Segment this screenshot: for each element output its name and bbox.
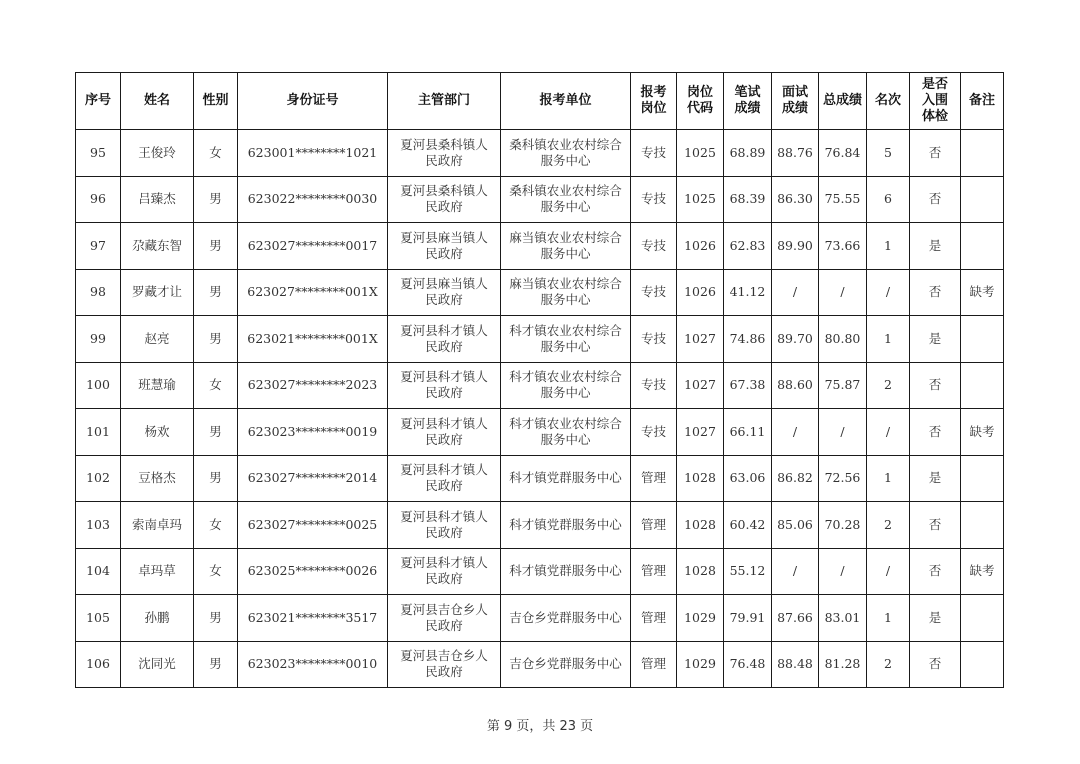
cell-name: 罗藏才让 <box>121 269 194 316</box>
cell-name: 沈同光 <box>121 641 194 688</box>
column-header: 主管部门 <box>388 73 501 130</box>
cell-written-score: 66.11 <box>724 409 772 456</box>
column-header: 是否 入围 体检 <box>910 73 961 130</box>
cell-post: 管理 <box>631 595 677 642</box>
cell-id-number: 623027********2014 <box>238 455 388 502</box>
cell-post: 管理 <box>631 641 677 688</box>
cell-note <box>961 502 1004 549</box>
column-header: 备注 <box>961 73 1004 130</box>
cell-name: 班慧瑜 <box>121 362 194 409</box>
cell-rank: 2 <box>867 502 910 549</box>
cell-interview-score: 85.06 <box>772 502 819 549</box>
cell-gender: 女 <box>194 362 238 409</box>
column-header: 笔试 成绩 <box>724 73 772 130</box>
cell-physical-exam: 否 <box>910 176 961 223</box>
cell-rank: 6 <box>867 176 910 223</box>
cell-unit: 吉仓乡党群服务中心 <box>501 595 631 642</box>
cell-physical-exam: 否 <box>910 362 961 409</box>
cell-rank: / <box>867 269 910 316</box>
table-row <box>76 502 1004 549</box>
table-row <box>76 548 1004 595</box>
cell-department: 夏河县科才镇人 民政府 <box>388 362 501 409</box>
cell-department: 夏河县科才镇人 民政府 <box>388 455 501 502</box>
cell-total-score: 81.28 <box>819 641 867 688</box>
cell-department: 夏河县桑科镇人 民政府 <box>388 130 501 177</box>
column-header: 总成绩 <box>819 73 867 130</box>
cell-rank: 1 <box>867 223 910 270</box>
cell-serial: 105 <box>76 595 121 642</box>
cell-total-score: 76.84 <box>819 130 867 177</box>
cell-interview-score: 86.82 <box>772 455 819 502</box>
cell-total-score: 75.55 <box>819 176 867 223</box>
cell-unit: 吉仓乡党群服务中心 <box>501 641 631 688</box>
cell-post-code: 1027 <box>677 316 724 363</box>
cell-id-number: 623027********2023 <box>238 362 388 409</box>
cell-serial: 100 <box>76 362 121 409</box>
cell-post-code: 1028 <box>677 502 724 549</box>
cell-physical-exam: 否 <box>910 130 961 177</box>
cell-physical-exam: 否 <box>910 548 961 595</box>
cell-unit: 麻当镇农业农村综合 服务中心 <box>501 223 631 270</box>
cell-unit: 科才镇农业农村综合 服务中心 <box>501 409 631 456</box>
cell-id-number: 623027********0025 <box>238 502 388 549</box>
table-row <box>76 362 1004 409</box>
cell-physical-exam: 是 <box>910 316 961 363</box>
cell-gender: 男 <box>194 269 238 316</box>
header-row <box>76 73 1004 130</box>
cell-note: 缺考 <box>961 548 1004 595</box>
cell-gender: 男 <box>194 409 238 456</box>
column-header: 面试 成绩 <box>772 73 819 130</box>
cell-department: 夏河县吉仓乡人 民政府 <box>388 595 501 642</box>
column-header: 性别 <box>194 73 238 130</box>
cell-interview-score: / <box>772 409 819 456</box>
cell-unit: 科才镇党群服务中心 <box>501 455 631 502</box>
cell-total-score: / <box>819 269 867 316</box>
cell-rank: 2 <box>867 362 910 409</box>
cell-note <box>961 223 1004 270</box>
cell-name: 卓玛草 <box>121 548 194 595</box>
table-body <box>76 130 1004 688</box>
cell-physical-exam: 否 <box>910 502 961 549</box>
cell-note <box>961 316 1004 363</box>
cell-unit: 科才镇农业农村综合 服务中心 <box>501 316 631 363</box>
cell-serial: 96 <box>76 176 121 223</box>
cell-note: 缺考 <box>961 409 1004 456</box>
cell-name: 吕臻杰 <box>121 176 194 223</box>
column-header: 报考 岗位 <box>631 73 677 130</box>
cell-unit: 桑科镇农业农村综合 服务中心 <box>501 130 631 177</box>
table-row <box>76 641 1004 688</box>
cell-id-number: 623021********001X <box>238 316 388 363</box>
cell-name: 王俊玲 <box>121 130 194 177</box>
cell-department: 夏河县麻当镇人 民政府 <box>388 269 501 316</box>
cell-physical-exam: 是 <box>910 455 961 502</box>
cell-post: 专技 <box>631 269 677 316</box>
cell-post: 专技 <box>631 223 677 270</box>
column-header: 序号 <box>76 73 121 130</box>
cell-interview-score: 86.30 <box>772 176 819 223</box>
table-row <box>76 595 1004 642</box>
cell-rank: 1 <box>867 595 910 642</box>
cell-interview-score: 87.66 <box>772 595 819 642</box>
cell-interview-score: 88.76 <box>772 130 819 177</box>
cell-unit: 麻当镇农业农村综合 服务中心 <box>501 269 631 316</box>
column-header: 名次 <box>867 73 910 130</box>
cell-physical-exam: 否 <box>910 409 961 456</box>
cell-department: 夏河县吉仓乡人 民政府 <box>388 641 501 688</box>
cell-written-score: 60.42 <box>724 502 772 549</box>
cell-physical-exam: 是 <box>910 223 961 270</box>
cell-unit: 科才镇党群服务中心 <box>501 548 631 595</box>
cell-name: 杨欢 <box>121 409 194 456</box>
cell-written-score: 68.89 <box>724 130 772 177</box>
cell-post: 专技 <box>631 176 677 223</box>
cell-post: 专技 <box>631 130 677 177</box>
table-row <box>76 316 1004 363</box>
results-table <box>75 72 1004 688</box>
cell-post-code: 1028 <box>677 455 724 502</box>
column-header: 姓名 <box>121 73 194 130</box>
column-header: 岗位 代码 <box>677 73 724 130</box>
cell-note <box>961 455 1004 502</box>
cell-department: 夏河县科才镇人 民政府 <box>388 502 501 549</box>
cell-department: 夏河县科才镇人 民政府 <box>388 409 501 456</box>
cell-rank: / <box>867 548 910 595</box>
cell-post: 管理 <box>631 502 677 549</box>
cell-rank: / <box>867 409 910 456</box>
column-header: 报考单位 <box>501 73 631 130</box>
cell-gender: 男 <box>194 316 238 363</box>
cell-total-score: / <box>819 409 867 456</box>
table-row <box>76 269 1004 316</box>
cell-serial: 97 <box>76 223 121 270</box>
cell-serial: 102 <box>76 455 121 502</box>
cell-post-code: 1025 <box>677 130 724 177</box>
cell-id-number: 623022********0030 <box>238 176 388 223</box>
cell-name: 赵亮 <box>121 316 194 363</box>
cell-name: 豆格杰 <box>121 455 194 502</box>
cell-post-code: 1025 <box>677 176 724 223</box>
cell-note <box>961 362 1004 409</box>
cell-written-score: 79.91 <box>724 595 772 642</box>
cell-id-number: 623023********0019 <box>238 409 388 456</box>
cell-gender: 女 <box>194 548 238 595</box>
cell-name: 孙鹏 <box>121 595 194 642</box>
cell-post: 专技 <box>631 316 677 363</box>
cell-written-score: 76.48 <box>724 641 772 688</box>
cell-written-score: 62.83 <box>724 223 772 270</box>
cell-post-code: 1027 <box>677 362 724 409</box>
cell-note: 缺考 <box>961 269 1004 316</box>
table-row <box>76 130 1004 177</box>
cell-interview-score: 88.48 <box>772 641 819 688</box>
cell-total-score: 70.28 <box>819 502 867 549</box>
cell-post-code: 1026 <box>677 269 724 316</box>
cell-id-number: 623027********0017 <box>238 223 388 270</box>
cell-post: 专技 <box>631 362 677 409</box>
cell-note <box>961 641 1004 688</box>
cell-gender: 女 <box>194 130 238 177</box>
cell-rank: 2 <box>867 641 910 688</box>
cell-post: 专技 <box>631 409 677 456</box>
cell-serial: 98 <box>76 269 121 316</box>
cell-interview-score: 89.90 <box>772 223 819 270</box>
cell-serial: 99 <box>76 316 121 363</box>
cell-note <box>961 176 1004 223</box>
cell-rank: 5 <box>867 130 910 177</box>
cell-department: 夏河县桑科镇人 民政府 <box>388 176 501 223</box>
cell-written-score: 41.12 <box>724 269 772 316</box>
cell-total-score: 73.66 <box>819 223 867 270</box>
cell-post-code: 1026 <box>677 223 724 270</box>
cell-name: 尕藏东智 <box>121 223 194 270</box>
cell-interview-score: / <box>772 548 819 595</box>
cell-post: 管理 <box>631 548 677 595</box>
cell-written-score: 67.38 <box>724 362 772 409</box>
table-row <box>76 455 1004 502</box>
cell-gender: 男 <box>194 223 238 270</box>
cell-physical-exam: 否 <box>910 641 961 688</box>
cell-post: 管理 <box>631 455 677 502</box>
cell-note <box>961 130 1004 177</box>
cell-interview-score: 88.60 <box>772 362 819 409</box>
cell-physical-exam: 是 <box>910 595 961 642</box>
cell-gender: 男 <box>194 641 238 688</box>
table-row <box>76 409 1004 456</box>
cell-total-score: 72.56 <box>819 455 867 502</box>
cell-gender: 女 <box>194 502 238 549</box>
cell-total-score: 75.87 <box>819 362 867 409</box>
cell-post-code: 1029 <box>677 595 724 642</box>
cell-serial: 101 <box>76 409 121 456</box>
cell-id-number: 623021********3517 <box>238 595 388 642</box>
cell-written-score: 74.86 <box>724 316 772 363</box>
cell-written-score: 68.39 <box>724 176 772 223</box>
cell-note <box>961 595 1004 642</box>
cell-written-score: 55.12 <box>724 548 772 595</box>
cell-unit: 科才镇党群服务中心 <box>501 502 631 549</box>
cell-name: 索南卓玛 <box>121 502 194 549</box>
cell-physical-exam: 否 <box>910 269 961 316</box>
cell-id-number: 623027********001X <box>238 269 388 316</box>
cell-serial: 95 <box>76 130 121 177</box>
cell-id-number: 623001********1021 <box>238 130 388 177</box>
cell-serial: 104 <box>76 548 121 595</box>
cell-written-score: 63.06 <box>724 455 772 502</box>
cell-serial: 106 <box>76 641 121 688</box>
page-number: 第 9 页，共 23 页 <box>486 719 594 734</box>
table-row <box>76 223 1004 270</box>
cell-department: 夏河县麻当镇人 民政府 <box>388 223 501 270</box>
cell-post-code: 1028 <box>677 548 724 595</box>
cell-total-score: 80.80 <box>819 316 867 363</box>
cell-post-code: 1029 <box>677 641 724 688</box>
cell-interview-score: / <box>772 269 819 316</box>
cell-id-number: 623023********0010 <box>238 641 388 688</box>
cell-total-score: 83.01 <box>819 595 867 642</box>
cell-total-score: / <box>819 548 867 595</box>
column-header: 身份证号 <box>238 73 388 130</box>
cell-gender: 男 <box>194 595 238 642</box>
cell-post-code: 1027 <box>677 409 724 456</box>
cell-serial: 103 <box>76 502 121 549</box>
cell-rank: 1 <box>867 455 910 502</box>
cell-id-number: 623025********0026 <box>238 548 388 595</box>
cell-department: 夏河县科才镇人 民政府 <box>388 548 501 595</box>
table-row <box>76 176 1004 223</box>
cell-unit: 桑科镇农业农村综合 服务中心 <box>501 176 631 223</box>
cell-unit: 科才镇农业农村综合 服务中心 <box>501 362 631 409</box>
cell-rank: 1 <box>867 316 910 363</box>
cell-gender: 男 <box>194 176 238 223</box>
cell-gender: 男 <box>194 455 238 502</box>
cell-interview-score: 89.70 <box>772 316 819 363</box>
cell-department: 夏河县科才镇人 民政府 <box>388 316 501 363</box>
